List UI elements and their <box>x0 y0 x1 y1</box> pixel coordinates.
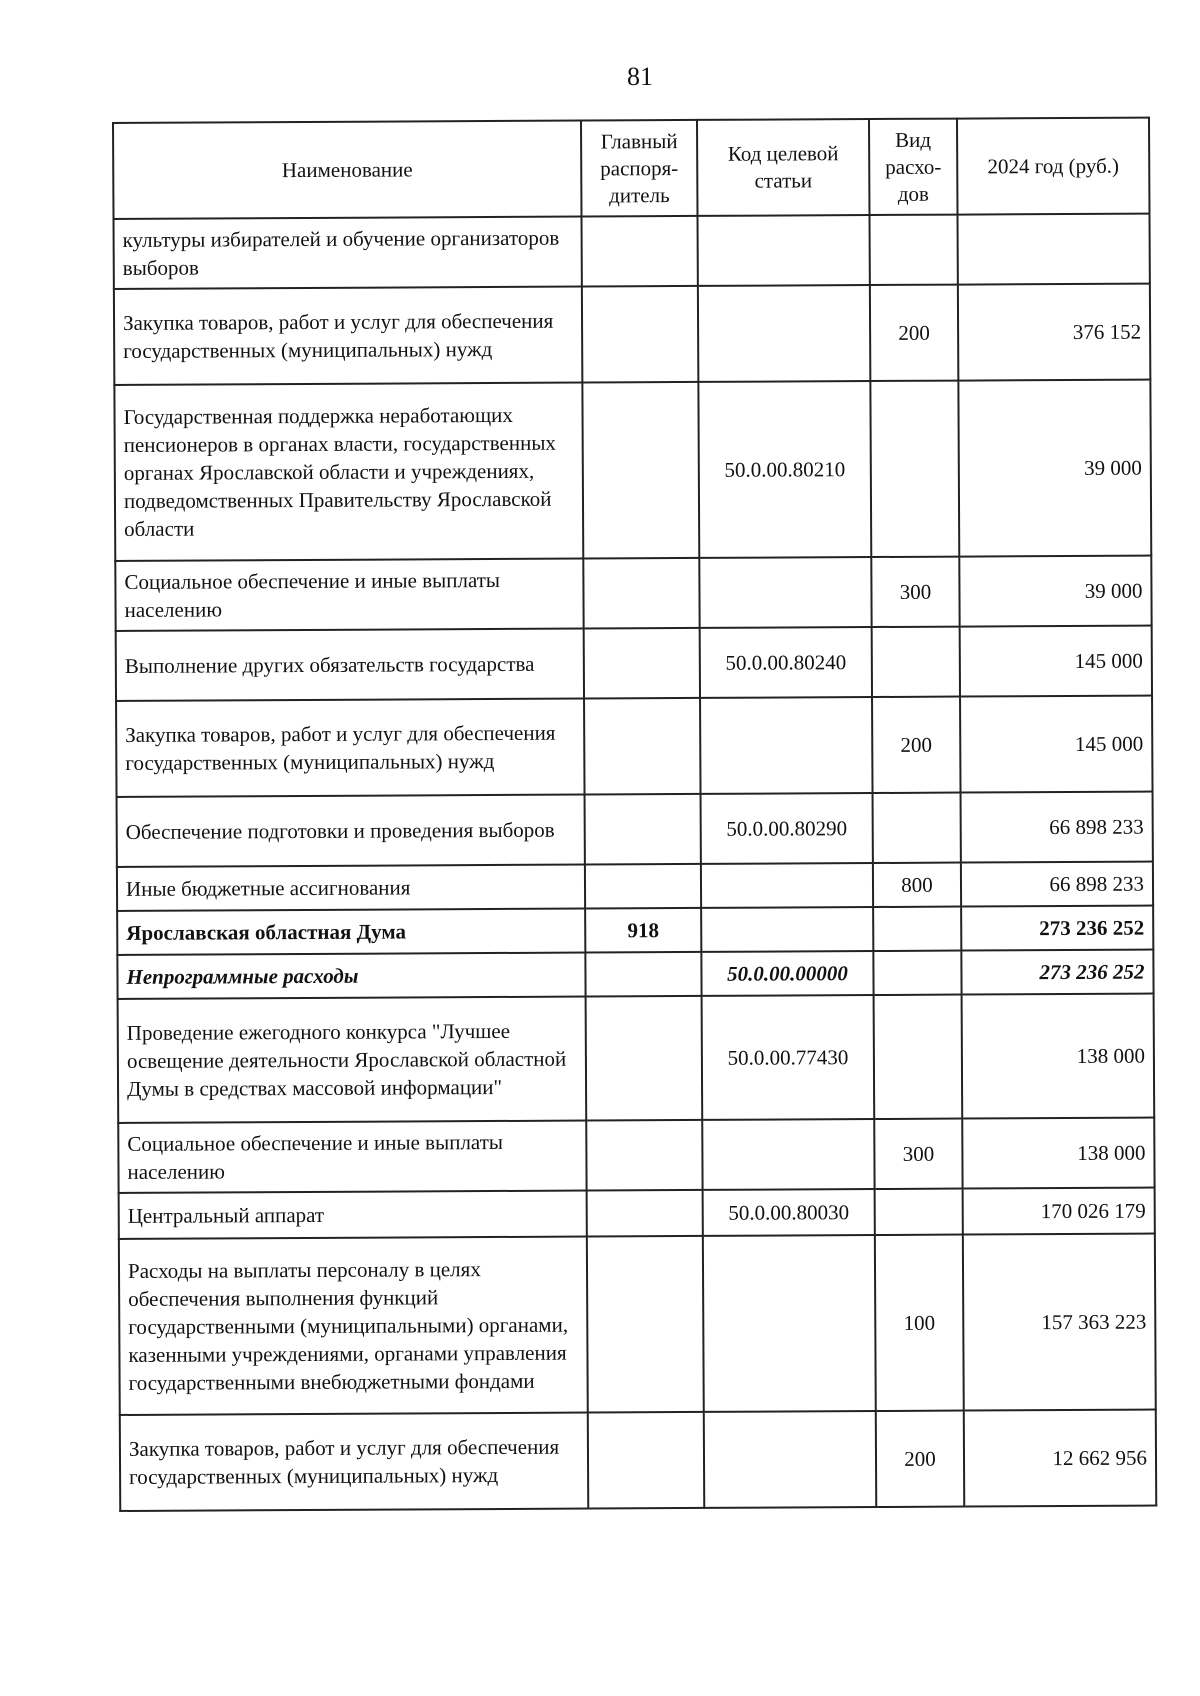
row-target-code <box>701 907 873 952</box>
budget-table-container <box>112 117 1155 1512</box>
row-main-manager <box>588 1412 705 1509</box>
row-target-code <box>704 1411 877 1508</box>
row-target-code: 50.0.00.80030 <box>703 1189 875 1236</box>
row-expense-type <box>872 627 960 697</box>
row-main-manager <box>582 382 699 559</box>
row-expense-type <box>873 951 961 995</box>
table-row <box>118 1118 1154 1193</box>
row-name: Непрограммные расходы <box>117 953 585 999</box>
row-name: Выполнение других обязательств государства <box>116 629 584 701</box>
row-sum: 170 026 179 <box>963 1188 1155 1235</box>
row-name: Ярославская областная Дума <box>117 909 585 955</box>
row-name: культуры избирателей и обучение организаторов выборов <box>114 217 582 289</box>
table-row <box>114 284 1150 385</box>
row-sum: 138 000 <box>962 994 1155 1119</box>
row-name: Проведение ежегодного конкурса "Лучшее освещение деятельности Ярославской областной Думы в средствах массовой информации" <box>118 997 587 1123</box>
row-sum: 157 363 223 <box>963 1234 1156 1411</box>
table-row <box>120 1410 1156 1511</box>
row-expense-type: 300 <box>871 557 959 627</box>
row-name: Центральный аппарат <box>119 1191 587 1239</box>
table-row <box>114 214 1150 289</box>
table-row <box>119 1234 1156 1415</box>
row-expense-type: 800 <box>873 863 961 907</box>
row-name: Обеспечение подготовки и проведения выборов <box>117 795 585 867</box>
row-main-manager <box>587 1236 704 1413</box>
row-main-manager <box>586 1120 702 1191</box>
row-target-code: 50.0.00.80210 <box>698 381 871 558</box>
row-name: Закупка товаров, работ и услуг для обеспечения государственных (муниципальных) нужд <box>120 1413 588 1511</box>
row-expense-type: 100 <box>875 1235 964 1411</box>
row-sum: 12 662 956 <box>964 1410 1157 1507</box>
table-row <box>119 1188 1155 1239</box>
row-name: Социальное обеспечение и иные выплаты населению <box>115 559 583 631</box>
row-sum: 39 000 <box>959 556 1151 627</box>
row-sum: 273 236 252 <box>961 950 1153 995</box>
row-main-manager <box>584 628 700 699</box>
header-main-manager: Главный распоря-дитель <box>581 120 698 217</box>
table-row <box>116 626 1152 701</box>
row-name: Закупка товаров, работ и услуг для обеспечения государственных (муниципальных) нужд <box>114 287 582 385</box>
row-expense-type <box>870 381 959 557</box>
header-year-sum: 2024 год (руб.) <box>957 118 1150 215</box>
row-expense-type: 200 <box>876 1411 965 1507</box>
row-main-manager: 918 <box>585 908 701 953</box>
row-target-code: 50.0.00.77430 <box>702 995 875 1120</box>
row-name: Иные бюджетные ассигнования <box>117 865 585 911</box>
budget-table <box>112 117 1157 1512</box>
row-main-manager <box>583 558 699 629</box>
row-target-code <box>700 697 873 794</box>
row-expense-type: 200 <box>870 285 959 381</box>
row-main-manager <box>587 1190 703 1237</box>
row-expense-type <box>869 215 957 285</box>
row-target-code <box>698 285 871 382</box>
row-name: Государственная поддержка неработающих пенсионеров в органах власти, государственных органах Ярославской области и учреждениях, подведомственных Правительству Ярославской области <box>114 383 583 561</box>
row-target-code <box>701 863 873 908</box>
row-expense-type <box>873 793 961 863</box>
row-target-code <box>699 557 871 628</box>
row-expense-type <box>873 907 961 951</box>
row-sum: 39 000 <box>958 380 1151 557</box>
table-row <box>115 556 1151 631</box>
row-main-manager <box>586 996 703 1121</box>
row-sum: 145 000 <box>960 696 1153 793</box>
row-expense-type: 200 <box>872 697 961 793</box>
row-main-manager <box>585 794 701 865</box>
header-expense-type: Вид расхо-дов <box>869 119 958 215</box>
row-sum: 138 000 <box>962 1118 1154 1189</box>
table-row <box>114 380 1151 561</box>
row-target-code <box>703 1235 876 1412</box>
row-sum: 273 236 252 <box>961 906 1153 951</box>
row-sum: 376 152 <box>958 284 1151 381</box>
row-target-code <box>702 1119 874 1190</box>
row-expense-type: 300 <box>874 1119 962 1189</box>
row-main-manager <box>585 864 701 909</box>
table-row-subsection <box>117 950 1153 999</box>
page-number: 81 <box>627 62 653 91</box>
table-row <box>117 792 1153 867</box>
row-sum: 145 000 <box>960 626 1152 697</box>
row-expense-type <box>874 995 963 1119</box>
table-row <box>117 862 1153 911</box>
row-target-code <box>697 215 869 286</box>
row-main-manager <box>585 952 701 997</box>
table-row-section <box>117 906 1153 955</box>
table-row <box>118 994 1155 1123</box>
header-target-code: Код целевой статьи <box>697 119 870 216</box>
row-sum: 66 898 233 <box>961 862 1153 907</box>
row-main-manager <box>584 698 701 795</box>
header-name: Наименование <box>113 121 581 219</box>
row-target-code: 50.0.00.80290 <box>701 793 873 864</box>
row-name: Социальное обеспечение и иные выплаты населению <box>118 1121 586 1193</box>
row-name: Закупка товаров, работ и услуг для обеспечения государственных (муниципальных) нужд <box>116 699 584 797</box>
row-expense-type <box>875 1189 963 1235</box>
row-main-manager <box>582 286 699 383</box>
row-target-code: 50.0.00.80240 <box>700 627 872 698</box>
row-sum <box>957 214 1149 285</box>
table-header-row <box>113 118 1149 219</box>
row-main-manager <box>582 216 698 287</box>
row-sum: 66 898 233 <box>961 792 1153 863</box>
row-name: Расходы на выплаты персоналу в целях обеспечения выполнения функций государственными (муниципальными) органами, казенными учреждениями, органами управления государственными внебюджетными фондами <box>119 1237 588 1415</box>
row-target-code: 50.0.00.00000 <box>701 951 873 996</box>
table-row <box>116 696 1152 797</box>
